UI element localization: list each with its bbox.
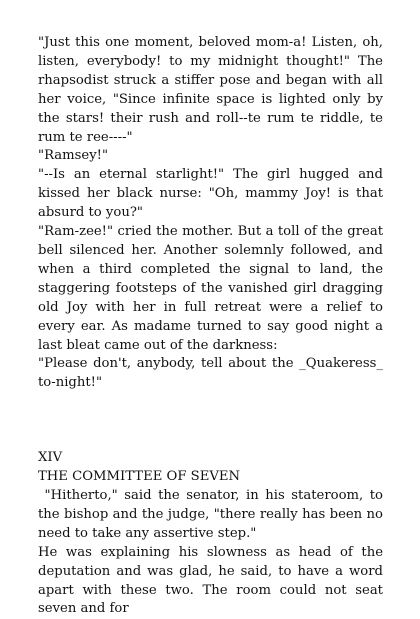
section-gap — [38, 393, 383, 449]
document-page — [38, 34, 388, 619]
paragraph-hitherto: "Hitherto," said the senator, in his stateroom, to the bishop and the judge, "there really has been no need to take any assertive step." — [38, 488, 388, 541]
paragraph-deputation: He was explaining his slowness as head of the deputation and was glad, he said, to have a word apart with these two. The room could not seat seven and for — [38, 544, 383, 617]
paragraph-ramsey-call: "Ramsey!" — [38, 148, 109, 164]
paragraph-ramzee-bell: "Ram-zee!" cried the mother. But a toll of the great bell silenced her. Another solemnly followed, and when a third completed the signal to land, the staggering footsteps of the vanished girl dragging old Joy with her in full retreat were a relief to every ear. As madame turned to say good night a last bleat came out of the darkness: — [38, 224, 383, 353]
chapter-number: XIV — [38, 450, 63, 466]
paragraph-eternal-starlight: "--Is an eternal starlight!" The girl hugged and kissed her black nurse: "Oh, mammy Joy! is that absurd to you?" — [38, 167, 383, 221]
paragraph-quakeress: "Please don't, anybody, tell about the _Quakeress_ to-night!" — [38, 356, 383, 391]
chapter-title: THE COMMITTEE OF SEVEN — [38, 469, 241, 485]
paragraph-midnight-thought: "Just this one moment, beloved mom-a! Listen, oh, listen, everybody! to my midnight thought!" The rhapsodist struck a stiffer pose and began with all her voice, "Since infinite space is lighted only by the stars! their rush and roll--te rum te riddle, te rum te ree----" — [38, 35, 383, 145]
